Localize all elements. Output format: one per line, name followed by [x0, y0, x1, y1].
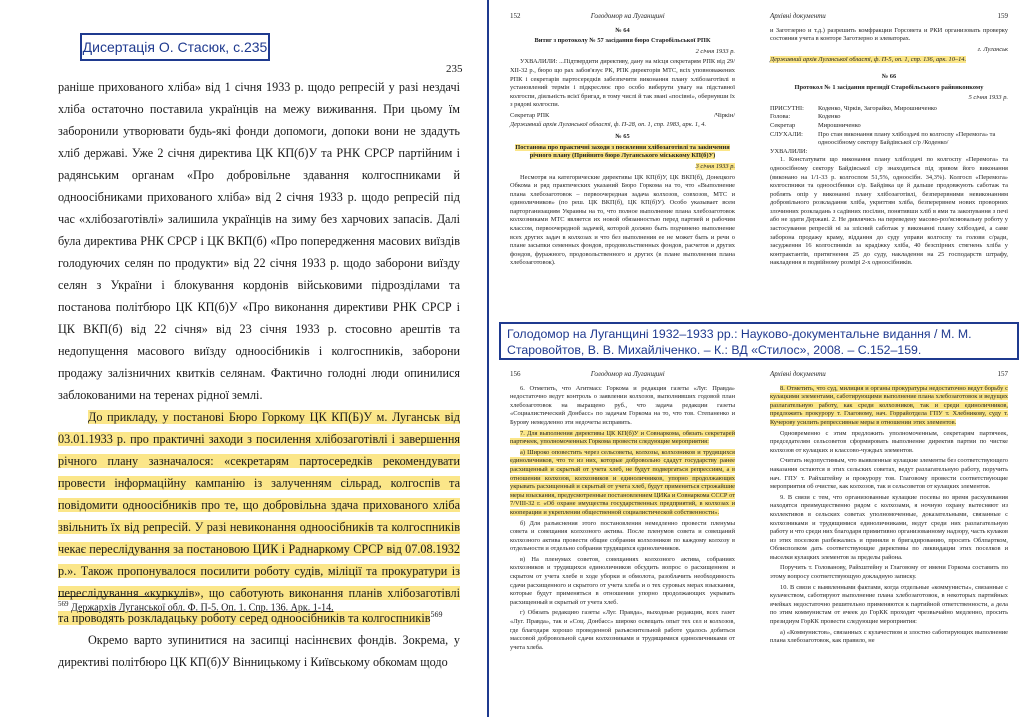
footnote-reference[interactable]: 569: [430, 610, 443, 619]
page-number: 159: [997, 12, 1008, 20]
document-body-highlighted: [770, 385, 1008, 428]
footnote: [58, 600, 334, 613]
signature-name: /Чіркін/: [714, 111, 735, 119]
book-citation-label: Голодомор на Луганщині 1932–1933 рр.: Науково-документальне видання / М. М. Старовойтов, В. В. Михайліченко. – К.: ВД «Стилос», 2008. – С.152–159.: [499, 322, 1019, 360]
document-body: УХВАЛИЛИ: ...Підтвердити директиву, дану на місця секретарям РПК від 29/ХII-32 р., бюро що рах забов'язує РК, РПК директорів МТС, всіх уповноважених РПК і секретарів партосередків забезпечити виконання плану хлібозаготівлі в установлений термін і підкреслює про особо виберути увагу на підставної колгоспи, діяльність всієї бригад, в тому числі й так звані «посівні», обернувши їх з рядові колгоспи.: [510, 58, 735, 109]
document-date: 5 січня 1933 р.: [968, 94, 1008, 102]
minutes-row: УХВАЛИЛИ:: [770, 147, 808, 155]
minutes-row: Голова: Коденко: [770, 113, 841, 121]
page-header: [510, 12, 735, 21]
document-body: в) На пленумах советов, совещаниях колхозного актива, собраниях колхозников и трудящихся единоличников обсудить вопрос о расхищенном и скрытом от учета хлебе в ходе уборки и обмолота, разоблачить необходимость сдачи расхищенного и скрытого от учета хлеба и о тех суровых мерах взыскания, которые будут применяться в отношении упорно продолжающих укрывать расхищенный и скрытый от учета хлеб.: [510, 555, 735, 606]
document-body: Одновременно с этим предложить уполномоченным, секретарям партячеек, председателям сельсоветов сформировать выполнение директив партии по чистке колхозов от кулацких и классово-чуждых элементов.: [770, 429, 1008, 454]
document-body: Несмотря на категорические директивы ЦК КП(б)У, ЦК ВКП(б), Донецкого Обкома и ряд практических указаний Бюро Горкома на то, что «Выполнение плана хлебозаготовок – первоочередная задача колхозов, совхозов, МТС и единоличников» (по реш. ЦК ВКП(б), ЦК КП(б)У). Особо указывает всем парторганизациям Украины на то, что полное выполнение плана хлебозаготовок колхозниками МТС является их новой обязанностью перед партией и рабочим классом, первоочередной задачей, которой должно быть подчинено выполнение всех других задач в колхозах и что без выполнения ее не может быть и речи о плане засыпки семенных фондов, продовольственных фондов, расчетов и других фондов, фуражного, продовольственного и других (в плане выполнения плана хлебозаготовок).: [510, 173, 735, 267]
minutes-row: Секретар Мирошниченко: [770, 121, 861, 129]
page-number: 156: [510, 370, 521, 378]
document-title: Витяг з протоколу № 57 засідання бюро Старобільської РПК: [534, 37, 711, 45]
document-body: г) Обязать редакцию газеты «Луг. Правда», выходные редакции, всех газет «Луг. Правда», так и «Соц. Донбасс» широко освещать опыт тех сел и колхозов, где благодаря хорошо проведенной разъяснительной работе удалось добиться массовой добровольной сдачи колхозниками и трудящимися единоличниками от учета хлеба.: [510, 609, 735, 651]
page-header: [510, 370, 735, 379]
running-head: Архівні документи: [770, 12, 826, 20]
document-body-highlighted: [510, 430, 735, 447]
signature-row: [510, 112, 735, 121]
document-body: 9. В связи с тем, что организованные кулацкие посевы во время расхуливания находятся преимущественно рядом с колхозами, я ночную охрану вытесняют из коллективов в сельских советах уполномоченные, доказательными, связанные с колхозниками и трудящимися единоличниками, ведут среди них разлагательную работу и что среди них благодаря примитивно организованному надзору, часть кулаков из этих поселков разбежались и приняли в бригадированию, просить Облпартком, Облисполком дать соответствующие директивы по ликвидации этих поселков и выселки кулацких элементов за пределы района.: [770, 493, 1008, 561]
document-body: а) «Коммунистов», связанных с кулачеством и злостно саботирующих выполнение плана хлебозаготовок, как правило, не: [770, 628, 1008, 645]
book-page-159: [770, 12, 1008, 330]
page-header: [770, 12, 1008, 21]
running-head: Голодомор на Луганщині: [590, 12, 665, 20]
page-divider: [487, 0, 489, 717]
highlighted-text: 8. Отметить, что суд, милиция и органы прокуратуры недостаточно ведут борьбу с кулацкими элементами, саботирующими выполнение плана хлебозаготовок и ведущих разлагательную работу, как среди колхозников, так и среди единоличников, предложить прокурору т. Глаговому, нач. Горрайотдела ГПУ т. Хлебникову, суду т. Кучерову усилить репрессивные меры в отношении этих элементов.: [770, 384, 1008, 426]
archive-reference-highlighted: [770, 56, 1008, 65]
page-header: [770, 370, 1008, 379]
document-body: 10. В связи с выявленными фактами, когда отдельные «коммунисты», связанные с кулачеством, саботируют выполнение плана хлебозаготовок, в некоторых партийных ячейках недостаточно решительно применяются к партийной ответственности, а дела по этим коммунистам от ячеек до ГорКК проходят чрезвычайно медленно, просить президиум ГорКК провести следующие мероприятия:: [770, 583, 1008, 626]
page-number: 152: [510, 12, 521, 20]
dissertation-source-label: Дисертація О. Стасюк, с.235: [80, 33, 270, 61]
document-body-highlighted: [510, 449, 735, 518]
place-line: г. Луганськ: [977, 45, 1008, 53]
book-scan-panel: [490, 0, 1024, 717]
minutes-row: СЛУХАЛИ: Про стан виконання плану хлібоздачі по колгоспу «Перемога» та одноосібному сектору Байдівської с/р /Коденко/: [770, 130, 996, 147]
document-body: 6. Отметить, что Агитмасс Горкома и редакция газеты «Луг. Правда» недостаточно ведут контроль о заявлении колхозов, выполнивших годовой план хлебозаготовок на выращено руб., что задача редакции газеты «Социалистический Донбасс» по задачам Горкома на то, что тов. Степаненко и Бурову немедленно эти недочеты исправить.: [510, 384, 735, 426]
highlighted-archive: Державний архів Луганської області, ф. П-5, оп. 1, спр. 136, арк. 10–14.: [770, 56, 967, 64]
document-date: 2 січня 1933 р.: [695, 47, 735, 55]
footnote-text: Держархів Луганської обл. Ф. П-5. Оп. 1. Спр. 136. Арк. 1-14.: [71, 602, 334, 614]
document-body: 1. Констатувати що виконання плану хлібоздачі по колгоспу «Перемога» та одноосібному сектору Байдівської с/р знаходиться під зривом його виконання (виконано на 1/1-33 р. колгоспом 51,5%, одноосібн. 34,3%). Колгосп «Перемога» колгоспники та одноосібники с/р. Байдівка це й дальше продовжують саботаж та роблять опір у виконанні плану хлібозаготівлі, безперервними невиконанням добровільного розкладання хліба, укриттям хліба, безперервнем нових проворних злочинних розкладань з садівних посілин, понятивши хліб в ями та закопування з печі або не здати Державі. 2. Не дивлячись на переведену масово-роз'яснювальну роботу у застосування репресій ні за злісний саботаж у виконанні плану хлібоздачі, а саме заборона продажу краму, віддання до суду управи колгоспу та голови с/ради, засудження 16 колгоспників за крадіжку хліба, 40 безспірних стягнень хліба у контрактантів, притягнення 25 до суду, накладення на 25 господарств штрафу, накладення в подвійному розмірі 2-х одноосібників.: [770, 156, 1008, 267]
document-title-highlighted: [510, 144, 735, 161]
document-date-highlighted: [510, 163, 735, 172]
book-page-152: [510, 12, 735, 330]
dissertation-text: [58, 76, 460, 673]
document-number: № 64: [615, 26, 630, 34]
minutes-row: ПРИСУТНІ: Коденко, Чірків, Загорайко, Мирошниченко: [770, 104, 937, 112]
page-number: 235: [446, 63, 463, 75]
page-number: 157: [997, 370, 1008, 378]
dissertation-page: [0, 0, 486, 717]
document-number: № 66: [881, 72, 897, 80]
document-body: Считать недопустимым, что выявленные кулацкие элементы без соответствующего наказания остаются в этих сельских советах, ведут разлагательную работу, поручить нач. ГПУ т. Райхштейну и прокурору тов. Глаговому провести соответствующие мероприятия об очистке, как колхозов, так и сельсоветов от кулацких элементов.: [770, 457, 1008, 491]
paragraph-1: раніше прихованого хліба» від 1 січня 1933 р. щодо репресій у разі нездачі хліба остаточно поставила українців на межу виживання. При цьому їм заборонили утворювати будь-які фонди допомоги, допоки вони не здадуть хліб державі. Уже 2 січня директива ЦК КП(б)У та РНК СРСР партійним і радянським органам «Про добровільне здавання колгоспниками й одноосібниками прихованого хліба» від 2 січня 1933 р. щодо репресій під час «хлібозаготівлі» залишила українців на зиму без харчових запасів. Далі була директива РНК СРСР і ЦК ВКП(б) «Про попередження масових виїздів голодуючих селян по продукти» від 22 січня 1933 р. щодо заборони виїзду селян з України і блокування кордонів військовими підрозділами та постанова політбюро ЦК КП(б)У «Про виконання директиви РНК СРСР і ЦК ВКП(б) від 22 січня» від 23 січня 1933 р. стосовно арештів та недопущення масового виїзду одноосібників і колгоспників, заборони продажу залізничних квитків селянам. Фактично голодні люди опинилися заблокованими на теренах рідної землі.: [58, 80, 460, 402]
highlighted-text: 7. Для выполнения директивы ЦК КП(б)У и Совнаркома, обязать секретарей партячеек, уполномоченных Горкома провести следующие мероприятия:: [510, 429, 735, 446]
running-head: Архівні документи: [770, 370, 826, 378]
running-head: Голодомор на Луганщині: [590, 370, 665, 378]
highlighted-quote: До прикладу, у постанові Бюро Горкому ЦК КП(Б)У м. Луганськ від 03.01.1933 р. про практичні заходи з посилення хлібозаготівлі і завершення річного плану зазначалося: «секретарям партосередків рекомендувати провести інформаційну кампанію із залученням сільрад, колгоспів та повідомити одноосібників про те, що добровільна здача прихованого хліба звільнить їх від репресій. У разі невиконання одноосібників та колгоспників чекає переслідування за постановою ЦИК і Раднаркому СРСР від 07.08.1932 р.». Також пропонувалося посилити роботу судів, міліції та прокуратури із переслідування «куркулів», що саботують виконання планів хлібозаготівлі та проводять розкладацьку роботу серед одноосібників та колгоспників: [58, 410, 460, 626]
book-page-157: [770, 370, 1008, 710]
footnote-divider: [58, 596, 188, 597]
highlighted-date: 3 січня 1933 р.: [695, 162, 735, 170]
footnote-number: 569: [58, 600, 69, 608]
document-body: и Заготзерно и т.д.) разрешить комфракции Горсовета и РКИ организовать проверку состояния учета в конторе Заготзерно и элеваторах.: [770, 26, 1008, 43]
book-page-156: [510, 370, 735, 710]
paragraph-3: Окремо варто зупинитися на засипці насіннєвих фондів. Зокрема, у директиві політбюро ЦК КП(б)У Вінницькому і Київському обкомам щодо: [58, 633, 460, 670]
highlighted-text: а) Широко оповестить через сельсоветы, колхозы, колхозников и трудящихся единоличников, что те из них, которые добровольно сдадут государству ранее расхищенный и скрытый от учета хлеб, не будут подвергаться репрессиям, а в отношении колхозов, колхозников и единоличников, упорно продолжающих укрывать расхищенный и скрытый от учета хлеб, будут применяться строжайшие меры взыскания, предусмотренные постановлением ЦИКа и Совнаркома СССР от 7/VIII-32 г. «Об охране имущества государственных предприятий, в колхозах и кооперации и укреплении общественной социалистической собственности».: [510, 448, 735, 516]
document-title: Протокол № 1 засідання президії Старобільського райвиконкому: [794, 83, 984, 91]
document-body: б) Для разъяснения этого постановления немедленно провести пленумы совета и совещания колхозного актива. После пленумов совета и совещаний колхозного актива провести общие собрания колхозников по каждому колхозу в отдельности и отдельно собрания трудящихся единоличников.: [510, 519, 735, 553]
highlighted-title: Постанова про практичні заходи з посилення хлібозаготівлі та закінчення річного плану (Прийнято бюро Луганського міськкому КП(б)У): [515, 143, 730, 160]
document-body: Поручить т. Голованову, Райхштейну и Глаговому от имени Горкома составить по этому вопросу соответствующую докладную записку.: [770, 564, 1008, 581]
document-number: № 65: [615, 133, 630, 141]
signature-title: Секретар РПК: [510, 111, 550, 119]
archive-reference: Державний архів Луганської області, ф. П-28, оп. 1, спр. 1983, арк. 1, 4.: [510, 120, 707, 128]
